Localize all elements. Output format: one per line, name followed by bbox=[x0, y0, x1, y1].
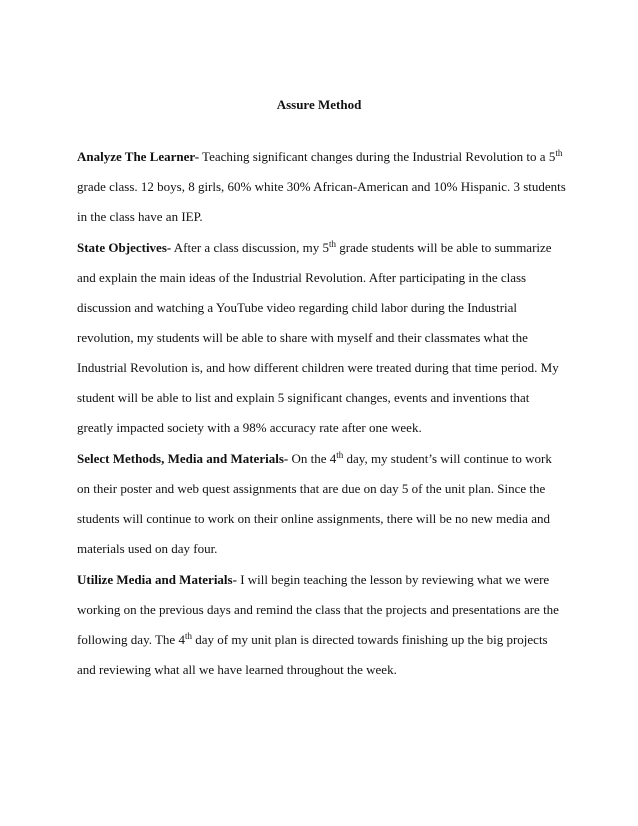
paragraph-utilize-media bbox=[77, 565, 567, 685]
paragraph-state-objectives bbox=[77, 233, 567, 443]
superscript-ordinal: th bbox=[184, 631, 192, 641]
paragraph-text: day of my unit plan is directed towards finishing up the big projects and reviewing what all we have learned throughout the week. bbox=[77, 632, 548, 677]
document-body bbox=[77, 142, 567, 686]
paragraph-heading: State Objectives- bbox=[77, 240, 172, 255]
paragraph-text: Teaching significant changes during the Industrial Revolution to a 5 bbox=[199, 149, 556, 164]
paragraph-select-methods bbox=[77, 444, 567, 564]
paragraph-heading: Select Methods, Media and Materials- bbox=[77, 451, 289, 466]
paragraph-text: I will begin teaching the lesson by reviewing what we were working on the previous days and remind the class that the projects and presentations are the following day. The 4 bbox=[77, 572, 559, 647]
document-title: Assure Method bbox=[276, 97, 362, 112]
superscript-ordinal: th bbox=[329, 239, 337, 249]
superscript-ordinal: th bbox=[555, 148, 563, 158]
superscript-ordinal: th bbox=[336, 450, 344, 460]
paragraph-text: On the 4 bbox=[288, 451, 337, 466]
paragraph-text: grade students will be able to summarize and explain the main ideas of the Industrial Revolution. After participating in the class discussion and watching a YouTube video regarding child labor during the Industrial revolution, my students will be able to share with myself and their classmates what the Industrial Revolution is, and how different children were treated during that time period. My student will be able to list and explain 5 significant changes, events and inventions that greatly impacted society with a 98% accuracy rate after one week. bbox=[77, 240, 559, 435]
paragraph-text: After a class discussion, my 5 bbox=[171, 240, 330, 255]
paragraph-text: grade class. 12 boys, 8 girls, 60% white 30% African-American and 10% Hispanic. 3 students in the class have an IEP. bbox=[77, 179, 566, 224]
paragraph-heading: Analyze The Learner- bbox=[77, 149, 200, 164]
paragraph-heading: Utilize Media and Materials- bbox=[77, 572, 237, 587]
paragraph-analyze-learner bbox=[77, 142, 567, 232]
paragraph-text: day, my student’s will continue to work on their poster and web quest assignments that are due on day 5 of the unit plan. Since the students will continue to work on their online assignments, there will be no new media and materials used on day four. bbox=[77, 451, 552, 556]
